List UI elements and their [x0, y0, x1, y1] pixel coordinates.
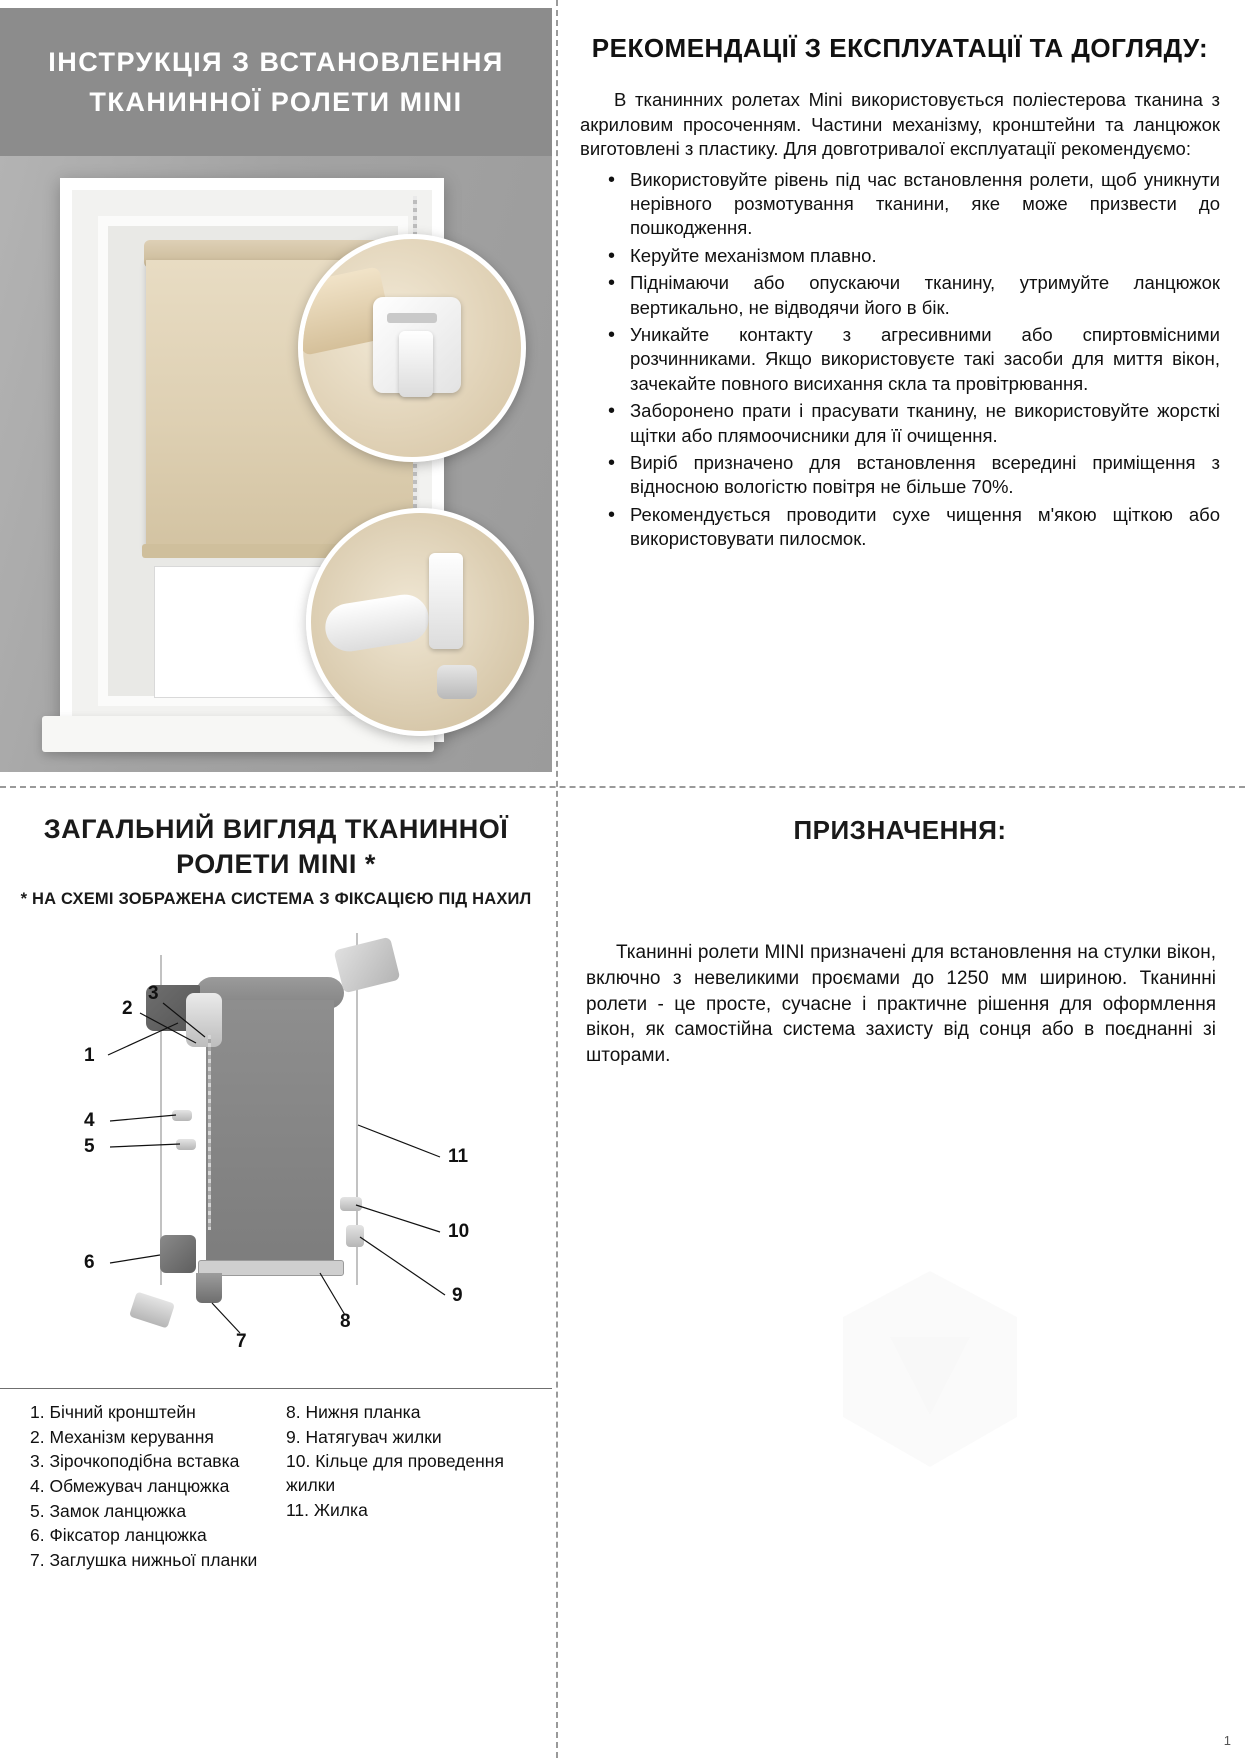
diagram-number-8: 8: [340, 1311, 351, 1332]
overview-heading: [0, 812, 552, 909]
list-item: • Заборонено прати і прасувати тканину, не використовуйте жорсткі щітки або плямоочисники для її очищення.: [606, 399, 1220, 448]
list-item: 5. Замок ланцюжка: [30, 1500, 187, 1521]
product-diagram: [0, 925, 552, 1385]
legend-column-right: [286, 1401, 524, 1573]
list-item: 6. Фіксатор ланцюжка: [30, 1525, 207, 1546]
list-item: 7. Заглушка нижньої планки: [30, 1549, 258, 1570]
diagram-number-6: 6: [84, 1252, 95, 1273]
diagram-number-4: 4: [84, 1110, 95, 1131]
list-item: • Рекомендується проводити сухе чищення м'якою щіткою або використовувати пилосмок.: [606, 503, 1220, 552]
list-item: 2. Механізм керування: [30, 1426, 214, 1447]
list-item: 8. Нижня планка: [286, 1402, 421, 1422]
callout-bracket-detail: [298, 234, 526, 462]
vertical-divider: [556, 0, 558, 1758]
diagram-number-2: 2: [122, 998, 133, 1019]
list-item: 3. Зірочкоподібна вставка: [30, 1451, 240, 1472]
end-cap-detail: [322, 591, 432, 655]
diagram-number-3: 3: [148, 983, 159, 1004]
diagram-number-7: 7: [236, 1331, 247, 1352]
list-item: 10. Кільце для проведення жилки: [286, 1451, 504, 1495]
diagram-number-5: 5: [84, 1136, 95, 1157]
care-title: РЕКОМЕНДАЦІЇ З ЕКСПЛУАТАЦІЇ ТА ДОГЛЯДУ:: [591, 33, 1209, 63]
install-header: [0, 8, 552, 156]
diagram-number-11: 11: [448, 1146, 469, 1167]
watermark-icon: [835, 1265, 1025, 1475]
bracket-slot: [387, 313, 437, 323]
diagram-legend: [0, 1388, 552, 1588]
list-item: • Виріб призначено для встановлення всередині приміщення з відносною вологістю повітря не більше 70%.: [606, 451, 1220, 500]
overview-title: ЗАГАЛЬНИЙ ВИГЛЯД ТКАНИННОЇ РОЛЕТИ MINI *: [43, 814, 509, 880]
list-item: 1. Бічний кронштейн: [30, 1402, 196, 1422]
purpose-text: Тканинні ролети MINI призначені для встановлення на стулки вікон, включно з невеликими проємами до 1250 мм шириною. Тканинні ролети - це просте, сучасне і практичне рішення для оформлення вікон, як самостійна система захисту від сонця або в поєднанні зі шторами.: [586, 942, 1216, 1067]
chain-weight-detail: [437, 665, 477, 699]
diagram-leader-lines: [0, 925, 552, 1385]
diagram-number-9: 9: [452, 1285, 463, 1306]
chain-lock-detail: [429, 553, 463, 649]
list-item: • Керуйте механізмом плавно.: [606, 244, 1220, 268]
purpose-title: ПРИЗНАЧЕННЯ:: [793, 815, 1007, 845]
care-bullet-list: [580, 168, 1220, 552]
list-item: 11. Жилка: [286, 1499, 368, 1520]
chain-mechanism-detail: [399, 331, 433, 397]
list-item: • Піднімаючи або опускаючи тканину, утримуйте ланцюжок вертикально, не відводячи його в бік.: [606, 271, 1220, 320]
callout-bottom-detail: [306, 508, 534, 736]
list-item: • Використовуйте рівень під час встановлення ролети, щоб уникнути нерівного розмотування тканини, яке може призвести до пошкодження.: [606, 168, 1220, 241]
diagram-number-1: 1: [84, 1045, 95, 1066]
horizontal-divider: [0, 786, 1245, 788]
legend-column-left: [30, 1401, 268, 1573]
care-section: [580, 30, 1220, 555]
care-intro: В тканинних ролетах Mini використовується поліестерова тканина з акриловим просоченням. Частини механізму, кронштейни та ланцюжок виготовлені з пластику. Для довготривалої експлуатації рекомендуємо:: [580, 89, 1220, 160]
installation-photo: [0, 156, 552, 772]
page-number: 1: [1223, 1733, 1231, 1748]
diagram-number-10: 10: [448, 1221, 470, 1242]
list-item: 4. Обмежувач ланцюжка: [30, 1475, 230, 1496]
list-item: 9. Натягувач жилки: [286, 1426, 442, 1447]
overview-subtitle: * НА СХЕМІ ЗОБРАЖЕНА СИСТЕМА З ФІКСАЦІЄЮ ПІД НАХИЛ: [20, 890, 532, 909]
list-item: • Уникайте контакту з агресивними або спиртовмісними розчинниками. Якщо використовуєте такі засоби для миття вікон, зачекайте повного висихання скла та провітрювання.: [606, 323, 1220, 396]
install-title: ІНСТРУКЦІЯ З ВСТАНОВЛЕННЯ ТКАНИННОЇ РОЛЕТИ MINI: [48, 46, 504, 117]
